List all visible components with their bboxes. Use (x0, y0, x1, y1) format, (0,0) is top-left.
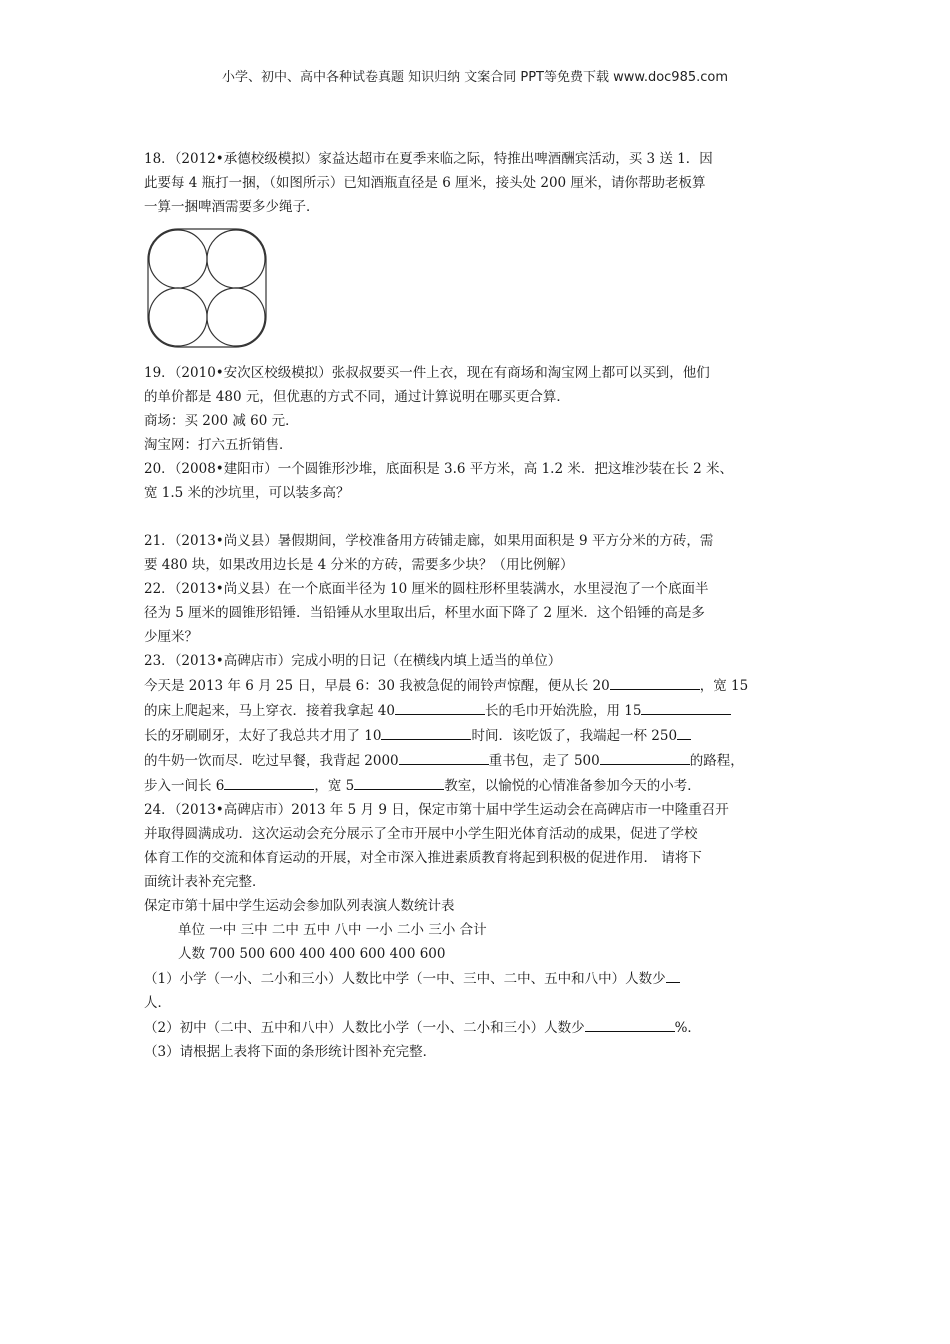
question-19 (144, 361, 804, 457)
answer-blank[interactable] (585, 1015, 675, 1032)
question-20 (144, 457, 804, 505)
q23-line-1 (144, 673, 804, 698)
q23-text: 长的毛巾开始洗脸，用 15 (484, 703, 642, 719)
q21-line-1: 21．（2013•尚义县）暑假期间，学校准备用方砖铺走廊，如果用面积是 9 平方分米的方砖，需 (144, 533, 714, 549)
q24-sub-3: （3）请根据上表将下面的条形统计图补充完整． (144, 1044, 437, 1060)
question-23 (144, 649, 804, 798)
q24-table-row-units: 单位 一中 三中 二中 五中 八中 一小 二小 三小 合计 (178, 922, 487, 938)
question-24 (144, 798, 804, 1064)
beer-bottle-bundle-figure (146, 227, 268, 349)
q24-line-1: 24．（2013•高碑店市）2013 年 5 月 9 日，保定市第十届中学生运动会在高碑店市一中隆重召开 (144, 802, 729, 818)
page-header: 小学、初中、高中各种试卷真题 知识归纳 文案合同 PPT等免费下载 www.doc985.com (221, 70, 729, 85)
q24-line-4: 面统计表补充完整． (144, 874, 266, 890)
q22-line-2: 径为 5 厘米的圆锥形铅锤．当铅锤从水里取出后，杯里水面下降了 2 厘米．这个铅锤的高是多 (144, 605, 705, 621)
q19-line-4: 淘宝网：打六五折销售． (144, 437, 293, 453)
q21-line-2: 要 480 块，如果改用边长是 4 分米的方砖，需要多少块？（用比例解） (144, 557, 574, 573)
document-body (144, 147, 804, 1064)
q23-text: 的路程， (689, 753, 744, 769)
q24-text: （1）小学（一小、二小和三小）人数比中学（一中、三中、二中、五中和八中）人数少 (144, 971, 666, 987)
q24-table-row-counts: 人数 700 500 600 400 400 600 400 600 (178, 946, 446, 962)
question-22 (144, 577, 804, 649)
q20-line-1: 20．（2008•建阳市）一个圆锥形沙堆，底面积是 3.6 平方米，高 1.2 米．把这堆沙装在长 2 米、 (144, 461, 734, 477)
q23-text: 教室，以愉悦的心情准备参加今天的小考． (444, 778, 701, 794)
answer-blank[interactable] (610, 673, 700, 690)
answer-blank[interactable] (677, 723, 691, 740)
q23-text: 重书包，走了 500 (488, 753, 600, 769)
spacer (144, 505, 804, 529)
q24-table-title: 保定市第十届中学生运动会参加队列表演人数统计表 (144, 898, 455, 914)
q19-line-3: 商场：买 200 减 60 元． (144, 413, 299, 429)
q24-sub-1 (144, 966, 804, 991)
q24-sub-2 (144, 1015, 804, 1040)
answer-blank[interactable] (666, 966, 680, 983)
q24-sub-1-cont: 人． (144, 995, 171, 1011)
q23-text: 步入一间长 6 (144, 778, 225, 794)
q19-line-2: 的单价都是 480 元，但优惠的方式不同，通过计算说明在哪买更合算． (144, 389, 570, 405)
q23-text: 长的牙刷刷牙，太好了我总共才用了 10 (144, 728, 382, 744)
answer-blank[interactable] (399, 748, 489, 765)
q18-line-3: 一算一捆啤酒需要多少绳子． (144, 199, 320, 215)
question-18 (144, 147, 804, 361)
answer-blank[interactable] (354, 773, 444, 790)
question-21 (144, 529, 804, 577)
q23-line-5 (144, 773, 804, 798)
q22-line-3: 少厘米？ (144, 629, 198, 645)
q22-line-1: 22．（2013•尚义县）在一个底面半径为 10 厘米的圆柱形杯里装满水，水里浸泡了一个底面半 (144, 581, 709, 597)
q20-line-2: 宽 1.5 米的沙坑里，可以装多高？ (144, 485, 350, 501)
q23-line-3 (144, 723, 804, 748)
q24-text: （2）初中（二中、五中和八中）人数比小学（一小、二小和三小）人数少 (144, 1020, 585, 1036)
q23-text: 的床上爬起来，马上穿衣．接着我拿起 40 (144, 703, 395, 719)
q23-text: 时间．该吃饭了，我端起一杯 250 (471, 728, 678, 744)
answer-blank[interactable] (395, 698, 485, 715)
answer-blank[interactable] (224, 773, 314, 790)
q23-text: 今天是 2013 年 6 月 25 日，早晨 6：30 我被急促的闹铃声惊醒，便从长 20 (144, 678, 610, 694)
bottle-circle-2 (207, 230, 265, 288)
q18-line-2: 此要每 4 瓶打一捆，（如图所示）已知酒瓶直径是 6 厘米，接头处 200 厘米，请你帮助老板算 (144, 175, 706, 191)
q23-title: 23．（2013•高碑店市）完成小明的日记（在横线内填上适当的单位） (144, 653, 562, 669)
bottle-circle-1 (149, 230, 207, 288)
answer-blank[interactable] (381, 723, 471, 740)
bottle-circle-4 (207, 288, 265, 346)
q23-line-4 (144, 748, 804, 773)
q24-text: %． (674, 1020, 701, 1036)
answer-blank[interactable] (600, 748, 690, 765)
q24-line-3: 体育工作的交流和体育运动的开展，对全市深入推进素质教育将起到积极的促进作用． 请将下 (144, 850, 702, 866)
q19-line-1: 19．（2010•安次区校级模拟）张叔叔要买一件上衣，现在有商场和淘宝网上都可以买到，他们 (144, 365, 710, 381)
rope-outline (148, 229, 266, 347)
q23-text: ，宽 5 (314, 778, 355, 794)
q23-line-2 (144, 698, 804, 723)
q23-text: ，宽 15 (699, 678, 749, 694)
q18-line-1: 18．（2012•承德校级模拟）家益达超市在夏季来临之际，特推出啤酒酬宾活动，买 3 送 1．因 (144, 151, 713, 167)
bottle-circle-3 (149, 288, 207, 346)
answer-blank[interactable] (641, 698, 731, 715)
q23-text: 的牛奶一饮而尽．吃过早餐，我背起 2000 (144, 753, 399, 769)
q24-line-2: 并取得圆满成功．这次运动会充分展示了全市开展中小学生阳光体育活动的成果，促进了学校 (144, 826, 698, 842)
